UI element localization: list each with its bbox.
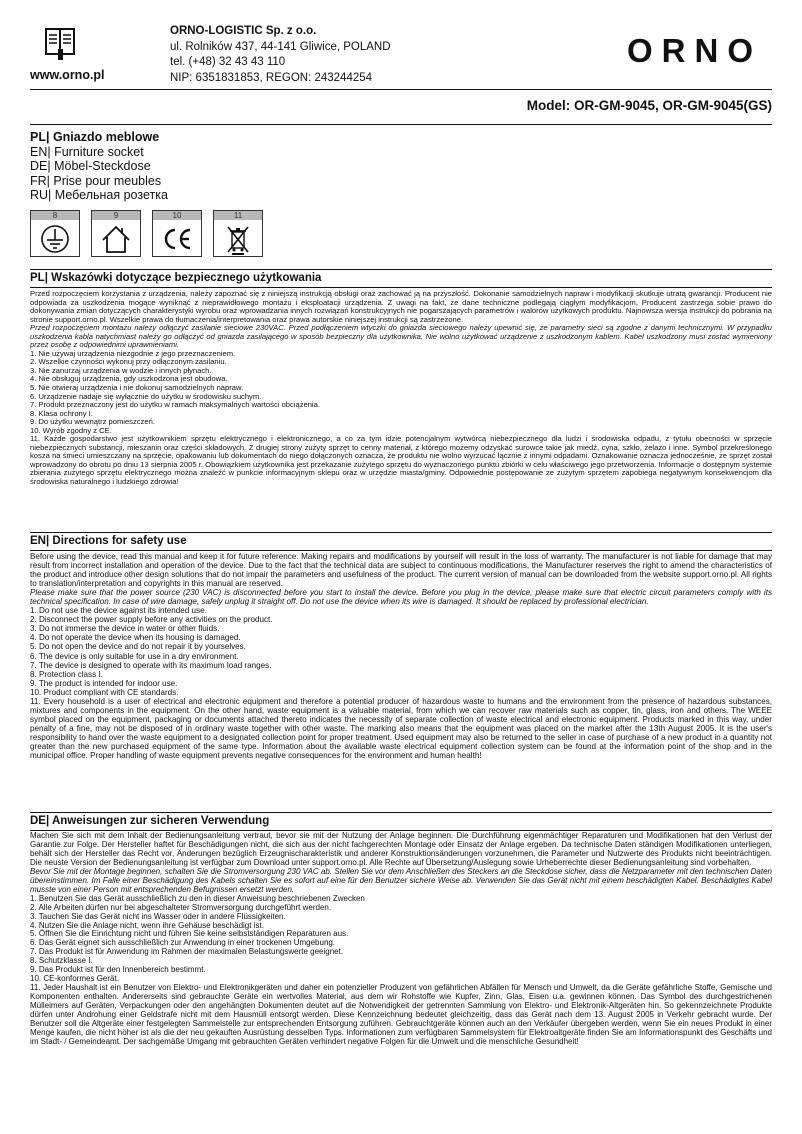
section-title-rule-en [30,550,772,551]
product-titles [30,130,168,203]
list-item: 8. Klasa ochrony I. [30,408,93,418]
list-item: 2. Alle Arbeiten dürfen nur bei abgeschalteter Stromversorgung durchgeführt werden. [30,902,332,912]
symbol-box-11 [213,210,263,257]
weee-text: 11. Jeder Haushalt ist ein Benutzer von Elektro- und Elektronikgeräten und daher ein potenzieller Produzent von gefährlichen Abfällen für Mensch und Umwelt, da die Geräte gefährliche Stoffe, Gemische und Komponenten enthalten. Andererseits sind gebrauchte Geräte ein wertvolles Material, aus dem wir Rohstoffe wie Kupfer, Zinn, Glas, Eisen u.a. gewinnen können. Das Symbol des durchgestrichenen Mülleimers auf Geräten, Verpackungen oder den angehängten Dokumenten deutet auf die Notwendigkeit der getrennten Sammlung von Elektro- und Elektronik-Altgeräten hin. So gekennzeichnete Produkte dürfen unter Androhung einer Geldstrafe nicht mit dem Hausmüll entsorgt werden. Diese Kennzeichnung bedeutet gleichzeitig, dass das Gerät nach dem 13. August 2005 in Verkehr gebracht wurde. Der Benutzer soll die Altgeräte einer festgelegten Sammelstelle zur entsprechenden Entsorgung zuführen. Gebrauchtgeräte können auch an den Verkäufer übergeben werden, wenn Sie ein neues Produkt in einer Menge kaufen, die nicht höher ist als die der neu gekauften Ausrüstung desselben Typs. Informationen zum verfügbaren Sammelsystem für Elektroaltgeräte finden Sie am Informationspunkt des Geschäfts und im Stadt- / Gemeindeamt. Der sachgemäße Umgang mit gebrauchten Geräten verhindert negative Folgen für die Umwelt und die menschliche Gesundheit! [30,983,772,1046]
protective-earth-icon [39,223,71,255]
title-en: EN| Furniture socket [30,144,144,159]
model-divider [30,124,772,125]
list-item: 8. Protection class I. [30,669,103,679]
weee-bin-icon [222,223,254,255]
company-name: ORNO-LOGISTIC Sp. z o.o. [170,25,317,37]
weee-text: 11. Każde gospodarstwo jest użytkownikiem sprzętu elektrycznego i elektronicznego, a co za tym idzie potencjalnym wytwórcą niebezpiecznego dla ludzi i środowiska odpadu, z tytułu obecności w sprzęcie niebezpiecznych substancji, mieszanin oraz części składowych. Z drugiej strony zużyty sprzęt to cenny materiał, z którego możemy odzyskać surowce takie jak miedź, cyna, szkło, żelazo i inne. Symbol przekreślonego kosza na śmieci umieszczany na sprzęcie, opakowaniu lub dokumentach do niego dołączonych oznacza, że produktu nie wolno wyrzucać łącznie z innymi odpadami. Oznakowanie oznacza jednocześnie, że sprzęt został wprowadzony do obrotu po dniu 13 sierpnia 2005 r. Obowiązkiem użytkownika jest przekazanie zużytego sprzętu do wyznaczonego punktu zbiórki w celu właściwego jego przetworzenia. Informacje o dostępnym systemie zbierania zużytego sprzętu elektrycznego można znaleźć w punkcie informacyjnym sklepu oraz w urzędzie miasta/gminy. Odpowiednie postępowanie ze zużytym sprzętem zapobiega negatywnym konsekwencjom dla środowiska naturalnego i ludzkiego zdrowia! [30,434,772,487]
list-item: 3. Do not immerse the device in water or other fluids. [30,624,220,634]
company-nip: NIP: 6351831853, REGON: 243244254 [170,71,373,84]
list-item: 2. Wszelkie czynności wykonuj przy odłączonym zasilaniu. [30,357,227,367]
intro-text: Przed rozpoczęciem korzystania z urządzenia, należy zapoznać się z niniejszą instrukcją obsługi oraz zachować ją na przyszłość. Dokonanie samodzielnych napraw i modyfikacji skutkuje utratą gwarancji. Producent nie odpowiada za uszkodzenia mogące wyniknąć z nieprawidłowego montażu i eksploatacji urządzenia. Z uwagi na fakt, że dane techniczne podlegają ciągłym modyfikacjom, Producent zastrzega sobie prawo do dokonywania zmian dotyczących charakterystyki wyrobu oraz wprowadzania innych rozwiązań konstrukcyjnych nie pogarszających parametrów i walorów użytkowych produktu. Najnowsza wersja instrukcji do pobrania na stronie support.orno.pl. Wszelkie prawa do tłumaczenia/interpretowania oraz prawa autorskie niniejszej instrukcji są zastrzeżone. [30,289,772,324]
list-item: 8. Schutzklasse I. [30,956,93,966]
symbol-number: 8 [31,211,79,220]
symbol-box-10 [152,210,202,257]
list-item: 7. Produkt przeznaczony jest do użytku w ramach maksymalnych wartości obciążenia. [30,400,320,410]
warning-text: Please make sure that the power source (230 VAC) is disconnected before you start to install the device. Before you plug in the device, please make sure that electric circuit parameters comply with its technical specification. In case of wire damage, safely unplug it straight off. Do not use the device when its wire is damaged. It should be replaced by professional electrician. [30,588,772,607]
title-fr: FR| Prise pour meubles [30,173,162,188]
weee-text: 11. Every household is a user of electrical and electronic equipment and therefore a potential producer of hazardous waste to humans and the environment from the presence of hazardous substances, mixtures and components in the equipment. On the other hand, waste equipment is a valuable material, from which we can recover raw materials such as copper, tin, glass, iron and others. The WEEE symbol placed on the equipment, packaging or documents attached thereto indicates the necessity of separate collection of waste electrical and electronic equipment. Products marked in this way, under penalty of a fine, may not be disposed of in ordinary waste together with other waste. The marking also means that the equipment was placed on the market after the 13th August 2005. It is the user's responsibility to hand over the waste equipment to a designated collection point for proper treatment. Used equipment may also be returned to the seller in case of purchase of a new product in a quantity not greater than the new purchased equipment of the same type. Information about the available waste electrical equipment collection system can be found at the information point of the shop and in the municipal office. Proper handling of waste equipment prevents negative consequences for the environment and human health! [30,696,772,761]
list-item: 4. Do not operate the device when its housing is damaged. [30,633,241,643]
symbol-box-9 [91,210,141,257]
section-title-en: EN| Directions for safety use [30,535,187,547]
model-label: Model: OR-GM-9045, OR-GM-9045(GS) [526,98,772,113]
section-divider-pl [30,269,772,270]
list-item: 1. Do not use the device against its intended use. [30,606,207,616]
list-item: 6. Urządzenie nadaje się wyłącznie do użytku w środowisku suchym. [30,391,262,401]
list-item: 9. The product is intended for indoor use. [30,678,178,688]
list-item: 3. Nie zanurzaj urządzenia w wodzie i innych płynach. [30,365,212,375]
section-title-pl: PL| Wskazówki dotyczące bezpiecznego użytkowania [30,272,322,284]
warning-text: Przed rozpoczęciem montażu należy odłączyć zasilanie sieciowe 230VAC. Przed podłączeniem wtyczki do gniazda sieciowego należy upewnić się, że parametry sieci są zgodne z danymi technicznymi. W przypadku uszkodzenia kabla natychmiast należy go odłączyć od gniazda zasilającego w sposób bezpieczny dla użytkownika. Nie wolno użytkować urządzenie z uszkodzonym kablem. Kabel uszkodzony musi zostać wymieniony przez osobę z odpowiednimi uprawnieniami. [30,323,772,350]
rules-list [30,606,772,696]
list-item: 3. Tauchen Sie das Gerät nicht ins Wasser oder in andere Flüssigkeiten. [30,911,286,921]
list-item: 9. Do użytku wewnątrz pomieszczeń. [30,417,155,427]
list-item: 4. Nie obsługuj urządzenia, gdy uszkodzona jest obudowa. [30,374,228,384]
company-info [170,24,391,86]
list-item: 10. Product compliant with CE standards. [30,687,179,697]
symbols-row [30,210,263,257]
symbol-number: 9 [92,211,140,220]
symbol-box-8 [30,210,80,257]
title-pl: PL| Gniazdo meblowe [30,130,160,144]
indoor-use-icon [100,223,132,255]
list-item: 4. Nutzen Sie die Anlage nicht, wenn ihre Gehäuse beschädigt ist. [30,920,264,930]
intro-text: Machen Sie sich mit dem Inhalt der Bedienungsanleitung vertraut, bevor sie mit der Nutzung der Anlage beginnen. Die Durchführung eigenmächtiger Reparaturen und Modifikationen hat den Verlust der Garantie zur Folge. Der Hersteller haftet für Beschädigungen nicht, die sich aus der nicht fachgerechten Montage oder Einsatz der Anlage ergeben. Da technische Daten ständigen Modifikationen unterliegen, behält sich der Hersteller das Recht vor, Änderungen bezüglich Erzeugnischarakteristik und anderer Konstruktionsänderungen vorzunehmen, die Parameter und Nutzwerte des Produkts nicht beeinträchtigen. Die neuste Version der Bedienungsanleitung ist verfügbar zum Download unter support.orno.pl. Alle Rechte auf Übersetzung/Auslegung sowie Urheberrechte dieser Bedienungsanleitung sind vorbehalten. [30,831,772,867]
intro-text: Before using the device, read this manual and keep it for future reference. Making repairs and modifications by yourself will result in the loss of warranty. The manufacturer is not liable for damage that may result from incorrect installation and operation of the device. Due to the fact that the technical data are subject to continuous modifications, the Manufacturer reserves the right to amend the characteristics of the product and introduce other design solutions that do not impair the parameters and usefulness of the product. The current version of manual can be downloaded from the website support.orno.pl. All rights to translation/interpretation and copyrights in this manual are reserved. [30,552,772,589]
brand-logo: ORNO [627,32,762,69]
section-body-pl [30,290,772,487]
section-body-de [30,832,772,1047]
section-divider-en [30,532,772,533]
list-item: 7. The device is designed to operate with its maximum load ranges. [30,660,272,670]
list-item: 5. Nie otwieraj urządzenia i nie dokonuj samodzielnych napraw. [30,383,244,393]
title-ru: RU| Мебельная розетка [30,188,168,202]
header-divider [30,89,772,90]
symbol-number: 11 [214,211,262,220]
list-item: 9. Das Produkt ist für den Innenbereich bestimmt. [30,965,206,975]
company-tel: tel. (+48) 32 43 43 110 [170,56,286,68]
list-item: 5. Öffnen Sie die Einrichtung nicht und führen Sie keine selbstständigen Reparaturen aus. [30,929,349,939]
list-item: 10. CE-konformes Gerät. [30,974,119,984]
list-item: 1. Nie używaj urządzenia niezgodnie z jego przeznaczeniem. [30,348,236,358]
manual-book-icon [45,27,75,61]
warning-text: Bevor Sie mit der Montage beginnen, schalten Sie die Stromversorgung 230 VAC ab. Stellen Sie vor dem Anschließen des Steckers an die Steckdose sicher, dass die Netzparameter mit den technischen Daten übereinstimmen. Im Falle einer Beschädigung des Kabels schalten Sie es sofort auf eine für den Benutzer sichere Weise ab. Verwenden Sie das Gerät nicht mit einem beschädigten Kabel. Beschädigtes Kabel musste von einer Person mit entsprechenden Befugnissen ersetzt werden. [30,866,772,894]
company-address: ul. Rolników 437, 44-141 Gliwice, POLAND [170,40,391,53]
list-item: 10. Wyrób zgodny z CE. [30,425,112,435]
section-divider-de [30,812,772,813]
list-item: 7. Das Produkt ist für Anwendung im Rahmen der maximalen Belastungswerte geeignet. [30,947,344,957]
section-title-rule-pl [30,287,772,288]
list-item: 6. Das Gerät eignet sich ausschließlich zur Anwendung in einer trockenen Umgebung. [30,938,336,948]
list-item: 6. The device is only suitable for use in a dry environment. [30,651,239,661]
section-body-en [30,552,772,760]
title-de: DE| Möbel-Steckdose [30,159,151,173]
list-item: 2. Disconnect the power supply before any activities on the product. [30,615,273,625]
list-item: 1. Benutzen Sie das Gerät ausschließlich zu den in dieser Anweisung beschriebenen Zwecken [30,893,365,903]
list-item: 5. Do not open the device and do not repair it by yourselves. [30,642,246,652]
symbol-number: 10 [153,211,201,220]
rules-list [30,350,772,435]
website-label: www.orno.pl [30,68,105,82]
rules-list [30,895,772,985]
section-title-de: DE| Anweisungen zur sicheren Verwendung [30,815,270,827]
ce-mark-icon [161,223,193,255]
